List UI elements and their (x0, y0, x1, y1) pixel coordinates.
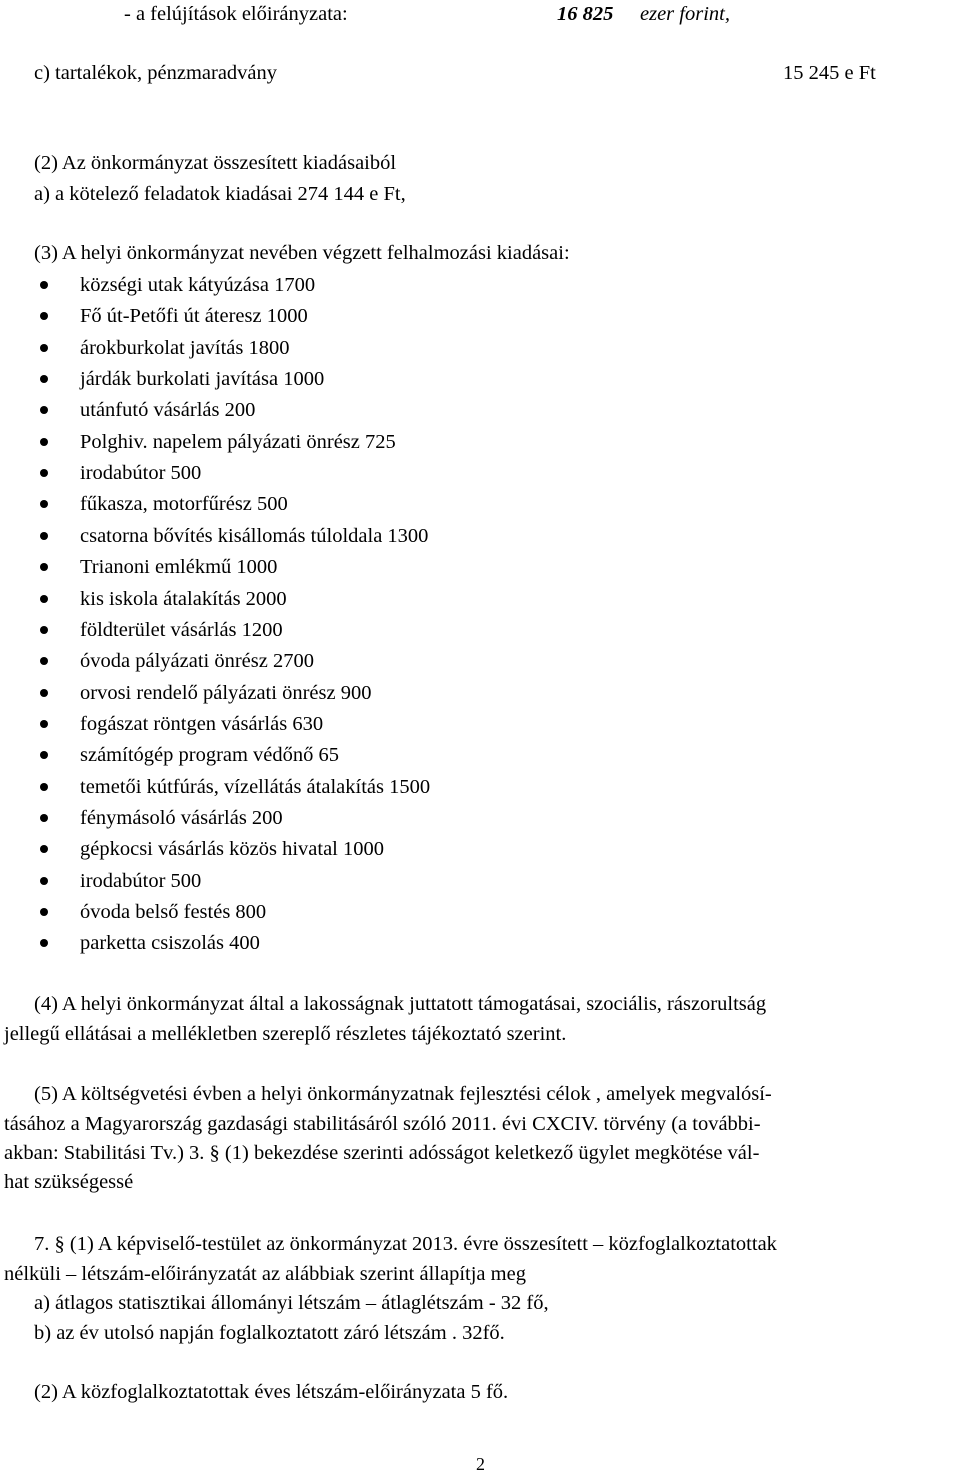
bullet-icon (40, 563, 48, 571)
bullet-icon (40, 595, 48, 603)
bullet-icon (40, 312, 48, 320)
bullet-icon (40, 814, 48, 822)
bullet-icon (40, 375, 48, 383)
list-item-label: kis iskola átalakítás 2000 (80, 588, 287, 610)
felujitasok-label: - a felújítások előirányzata: (124, 3, 348, 25)
section5-line3: akban: Stabilitási Tv.) 3. § (1) bekezdése szerinti adósságot keletkező ügylet megkötése vál- (4, 1142, 760, 1164)
felujitasok-value: 16 825 (557, 3, 614, 25)
bullet-icon (40, 626, 48, 634)
section5-line1: (5) A költségvetési évben a helyi önkormányzatnak fejlesztési célok , amelyek megvalósí- (34, 1083, 772, 1105)
section2-line1: (2) Az önkormányzat összesített kiadásaiból (34, 152, 397, 174)
bullet-icon (40, 908, 48, 916)
bullet-icon (40, 500, 48, 508)
list-item-label: Trianoni emlékmű 1000 (80, 556, 278, 578)
section4-line1: (4) A helyi önkormányzat által a lakosságnak juttatott támogatásai, szociális, rászorultság (34, 993, 767, 1015)
list-item-label: gépkocsi vásárlás közös hivatal 1000 (80, 838, 385, 860)
bullet-icon (40, 438, 48, 446)
bullet-icon (40, 751, 48, 759)
page-number: 2 (476, 1454, 485, 1474)
list-item-label: irodabútor 500 (80, 462, 202, 484)
list-item-label: orvosi rendelő pályázati önrész 900 (80, 682, 372, 704)
list-item-label: irodabútor 500 (80, 870, 202, 892)
list-item-label: fűkasza, motorfűrész 500 (80, 493, 288, 515)
bullet-icon (40, 783, 48, 791)
section7-line3: a) átlagos statisztikai állományi létszám – átlaglétszám - 32 fő, (34, 1292, 549, 1314)
tartalekok-label: c) tartalékok, pénzmaradvány (34, 62, 278, 84)
bullet-icon (40, 720, 48, 728)
tartalekok-value: 15 245 e Ft (783, 62, 876, 84)
list-item-label: óvoda belső festés 800 (80, 901, 267, 923)
section5-line2: tásához a Magyarország gazdasági stabilitásáról szóló 2011. évi CXCIV. törvény (a további- (4, 1113, 761, 1135)
bullet-icon (40, 689, 48, 697)
list-item-label: Polghiv. napelem pályázati önrész 725 (80, 431, 396, 453)
section4-line2: jellegű ellátásai a mellékletben szereplő részletes tájékoztató szerint. (4, 1023, 567, 1045)
section7-line5: (2) A közfoglalkoztatottak éves létszám-előirányzata 5 fő. (34, 1381, 509, 1403)
section2-line2: a) a kötelező feladatok kiadásai 274 144 e Ft, (34, 183, 406, 205)
felujitasok-unit: ezer forint, (640, 3, 730, 25)
bullet-icon (40, 877, 48, 885)
section5-line4: hat szükségessé (4, 1171, 134, 1193)
list-item-label: földterület vásárlás 1200 (80, 619, 283, 641)
list-item-label: utánfutó vásárlás 200 (80, 399, 256, 421)
list-item-label: fogászat röntgen vásárlás 630 (80, 713, 324, 735)
list-item-label: járdák burkolati javítása 1000 (80, 368, 325, 390)
section3-heading: (3) A helyi önkormányzat nevében végzett felhalmozási kiadásai: (34, 242, 570, 264)
bullet-icon (40, 845, 48, 853)
list-item-label: csatorna bővítés kisállomás túloldala 1300 (80, 525, 429, 547)
list-item-label: óvoda pályázati önrész 2700 (80, 650, 314, 672)
list-item-label: számítógép program védőnő 65 (80, 744, 340, 766)
list-item-label: parketta csiszolás 400 (80, 932, 260, 954)
bullet-icon (40, 406, 48, 414)
bullet-icon (40, 939, 48, 947)
bullet-icon (40, 532, 48, 540)
section7-line1: 7. § (1) A képviselő-testület az önkormányzat 2013. évre összesített – közfoglalkoztatottak (34, 1233, 777, 1255)
section7-line4: b) az év utolsó napján foglalkoztatott záró létszám . 32fő. (34, 1322, 505, 1344)
list-item-label: temetői kútfúrás, vízellátás átalakítás 1500 (80, 776, 431, 798)
list-item-label: árokburkolat javítás 1800 (80, 337, 290, 359)
bullet-icon (40, 281, 48, 289)
bullet-icon (40, 344, 48, 352)
list-item-label: fénymásoló vásárlás 200 (80, 807, 283, 829)
list-item-label: községi utak kátyúzása 1700 (80, 274, 316, 296)
section7-line2: nélküli – létszám-előirányzatát az alábbiak szerint állapítja meg (4, 1263, 526, 1285)
list-item-label: Fő út-Petőfi út áteresz 1000 (80, 305, 308, 327)
bullet-icon (40, 469, 48, 477)
bullet-icon (40, 657, 48, 665)
